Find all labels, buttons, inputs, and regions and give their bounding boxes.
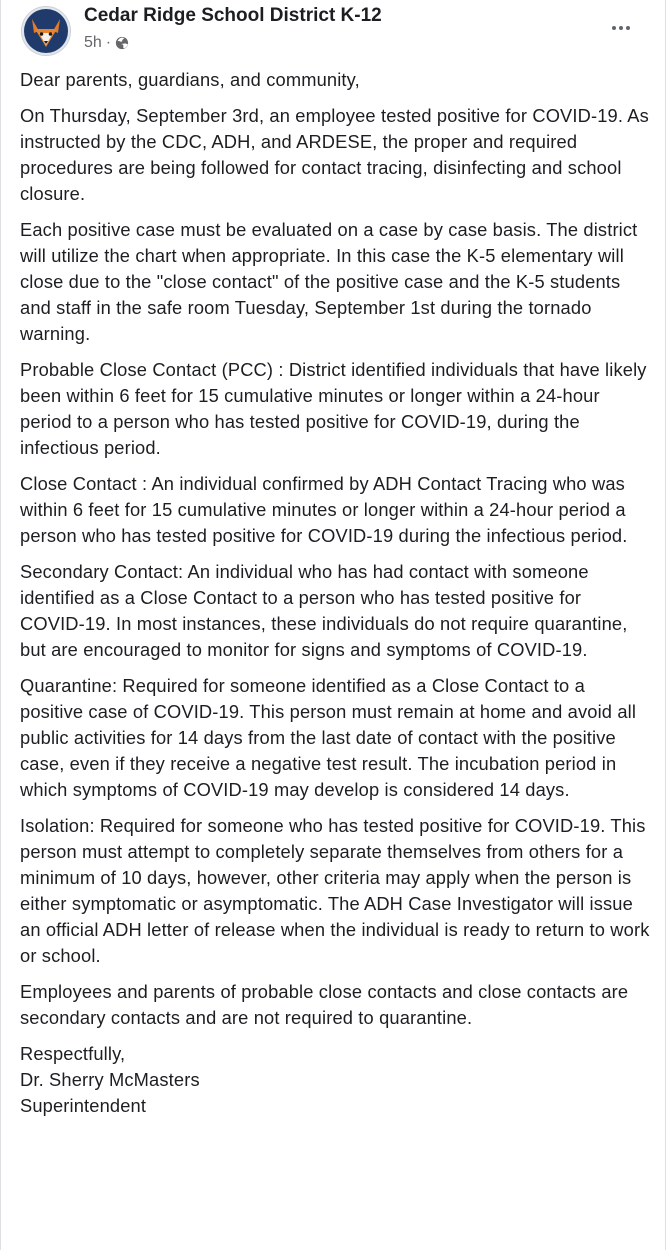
post-paragraph: Quarantine: Required for someone identified as a Close Contact to a positive case of COVID-19. This person must remain at home and avoid all public activities for 14 days from the last date of contact with the positive case, even if they receive a negative test result. The incubation period in which symptoms of COVID-19 may develop is considered 14 days. [20, 675, 637, 800]
signature-name: Dr. Sherry McMasters [20, 1069, 200, 1090]
post-timestamp[interactable]: 5h [84, 34, 102, 51]
more-options-button[interactable] [606, 16, 636, 40]
post-paragraph: Probable Close Contact (PCC) : District identified individuals that have likely been within 6 feet for 15 cumulative minutes or longer within a 24-hour period to a person who has tested positive for COVID-19, during the infectious period. [20, 359, 647, 458]
page-name-link[interactable]: Cedar Ridge School District K-12 [84, 5, 382, 26]
post-meta [84, 34, 129, 52]
post-text [20, 67, 650, 1119]
post-greeting: Dear parents, guardians, and community, [20, 69, 360, 90]
signature-block [20, 1041, 650, 1119]
page-avatar[interactable] [21, 6, 71, 56]
post-paragraph: Close Contact : An individual confirmed by ADH Contact Tracing who was within 6 feet for 15 cumulative minutes or longer within a 24-hour period a person who has tested positive for COVID-19 during the infectious period. [20, 473, 628, 546]
signature-title: Superintendent [20, 1095, 147, 1116]
post-paragraph: On Thursday, September 3rd, an employee tested positive for COVID-19. As instructed by the CDC, ADH, and ARDESE, the proper and required procedures are being followed for contact tracing, disinfecting and school closure. [20, 105, 649, 204]
more-dot [626, 26, 630, 30]
post-paragraph: Each positive case must be evaluated on a case by case basis. The district will utilize the chart when appropriate. In this case the K-5 elementary will close due to the "close contact" of the positive case and the K-5 students and staff in the safe room Tuesday, September 1st during the tornado warning. [20, 219, 638, 344]
more-dot [619, 26, 623, 30]
globe-icon[interactable] [115, 36, 129, 50]
post-paragraph: Secondary Contact: An individual who has had contact with someone identified as a Close Contact to a person who has tested positive for COVID-19. In most instances, these individuals do not require quarantine, but are encouraged to monitor for signs and symptoms of COVID-19. [20, 561, 628, 660]
post-paragraph: Employees and parents of probable close contacts and close contacts are secondary contacts and are not required to quarantine. [20, 981, 629, 1028]
meta-separator: · [105, 34, 112, 51]
post-paragraph: Isolation: Required for someone who has tested positive for COVID-19. This person must attempt to completely separate themselves from others for a minimum of 10 days, however, other criteria may apply when the person is either symptomatic or asymptomatic. The ADH Case Investigator will issue an official ADH letter of release when the individual is ready to return to work or school. [20, 815, 650, 966]
signature-closing: Respectfully, [20, 1043, 126, 1064]
more-horizontal-icon [612, 26, 616, 30]
fox-mascot-logo [22, 7, 70, 55]
